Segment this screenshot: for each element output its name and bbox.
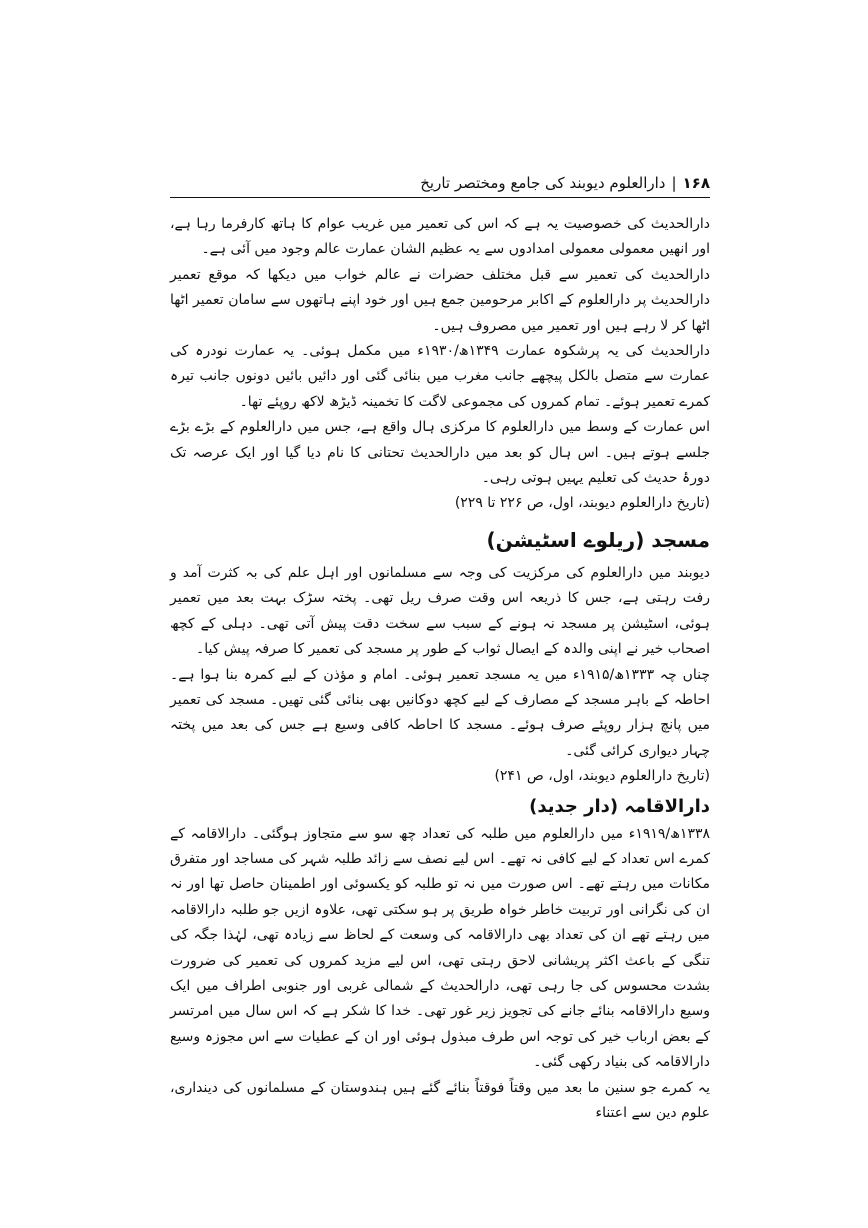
source-reference: (تاریخ دارالعلوم دیوبند، اول، ص ۲۴۱) (494, 768, 710, 785)
page-body (170, 212, 710, 1126)
header-separator: | (671, 174, 677, 192)
section-heading-masjid: مسجد (ریلوے اسٹیشن) (486, 527, 710, 552)
source-reference: (تاریخ دارالعلوم دیوبند، اول، ص ۲۲۶ تا ۲۲۹) (454, 495, 710, 512)
running-header (170, 172, 710, 194)
paragraph: دارالحدیث کی تعمیر سے قبل مختلف حضرات نے عالم خواب میں دیکھا کہ موقع تعمیر دارالحدیث پر دارالعلوم کے اکابر مرحومین جمع ہیں اور خود اپنے ہاتھوں سے سامان تعمیر اٹھا اٹھا کر لا رہے ہیں اور تعمیر میں مصروف ہیں۔ (170, 266, 710, 334)
paragraph: یہ کمرے جو سنین ما بعد میں وقتاً فوقتاً بنائے گئے ہیں ہندوستان کے مسلمانوں کی دینداری، علوم دین سے اعتناء (170, 1079, 710, 1121)
paragraph: دارالحدیث کی خصوصیت یہ ہے کہ اس کی تعمیر میں غریب عوام کا ہاتھ کارفرما رہا ہے، اور انھیں معمولی معمولی امدادوں سے یہ عظیم الشان عمارت عالم وجود میں آئی ہے۔ (170, 216, 710, 258)
paragraph: اس عمارت کے وسط میں دارالعلوم کا مرکزی ہال واقع ہے، جس میں دارالعلوم کے بڑے بڑے جلسے ہوتے ہیں۔ اس ہال کو بعد میں دارالحدیث تحتانی کا نام دیا گیا اور ایک عرصہ تک دورۂ حدیث کی تعلیم یہیں ہوتی رہی۔ (170, 419, 710, 487)
paragraph: دارالحدیث کی یہ پرشکوہ عمارت ۱۳۴۹ھ/۱۹۳۰ء میں مکمل ہوئی۔ یہ عمارت نودرہ کی عمارت سے متصل بالکل پیچھے جانب مغرب میں بنائی گئی اور دائیں بائیں دونوں جانب تیرہ کمرے تعمیر ہوئے۔ تمام کمروں کی مجموعی لاگت کا تخمینہ ڈیڑھ لاکھ روپئے تھا۔ (170, 343, 710, 410)
header-rule (170, 197, 710, 198)
paragraph: ۱۳۳۸ھ/۱۹۱۹ء میں دارالعلوم میں طلبہ کی تعداد چھ سو سے متجاوز ہوگئی۔ دارالاقامہ کے کمرے اس تعداد کے لیے کافی نہ تھے۔ اس لیے نصف سے زائد طلبہ شہر کی مساجد اور متفرق مکانات میں رہتے تھے۔ اس صورت میں نہ تو طلبہ کو یکسوئی اور اطمینان حاصل تھا اور نہ ان کی نگرانی اور تربیت خاطر خواہ طریق پر ہو سکتی تھی، علاوہ ازیں جو طلبہ دارالاقامہ میں رہتے تھے ان کی تعداد بھی دارالاقامہ کی وسعت کے لحاظ سے زیادہ تھی، لہٰذا جگہ کی تنگی کے باعث اکثر پریشانی لاحق رہتی تھی، اس لیے مزید کمروں کی تعمیر کی ضرورت بشدت محسوس کی جا رہی تھی، دارالحدیث کے شمالی غربی اور جنوبی اطراف میں ایک وسیع دارالاقامہ بنائے جانے کی تجویز زیر غور تھی۔ خدا کا شکر ہے کہ اس سال میں امرتسر کے بعض ارباب خیر کی توجہ اس طرف مبذول ہوئی اور ان کے عطیات سے اس مجوزہ وسیع دارالاقامہ کی بنیاد رکھی گئی۔ (170, 825, 710, 1071)
paragraph: چناں چہ ۱۳۳۳ھ/۱۹۱۵ء میں یہ مسجد تعمیر ہوئی۔ امام و مؤذن کے لیے کمرہ بنا ہوا ہے۔ احاطہ کے باہر مسجد کے مصارف کے لیے کچھ دوکانیں بھی بنائی گئی تھیں۔ مسجد کی تعمیر میں پانچ ہزار روپئے صرف ہوئے۔ مسجد کا احاطہ کافی وسیع ہے جس کی بعد میں پختہ چہار دیواری کرائی گئی۔ (170, 666, 710, 759)
paragraph: دیوبند میں دارالعلوم کی مرکزیت کی وجہ سے مسلمانوں اور اہل علم کی بہ کثرت آمد و رفت رہتی ہے، جس کا ذریعہ اس وقت صرف ریل تھی۔ پختہ سڑک بہت بعد میں تعمیر ہوئی، اسٹیشن پر مسجد نہ ہونے کے سبب سے سخت دقت پیش آتی تھی۔ دہلی کے کچھ اصحاب خیر نے اپنی والدہ کے ایصال ثواب کے طور پر مسجد کی تعمیر کا صرفہ پیش کیا۔ (170, 564, 710, 658)
page-number: ۱۶۸ (682, 174, 710, 192)
section-heading-darul-iqama: دارالاقامہ (دار جدید) (529, 795, 710, 817)
running-title: دارالعلوم دیوبند کی جامع ومختصر تاریخ (420, 174, 666, 192)
